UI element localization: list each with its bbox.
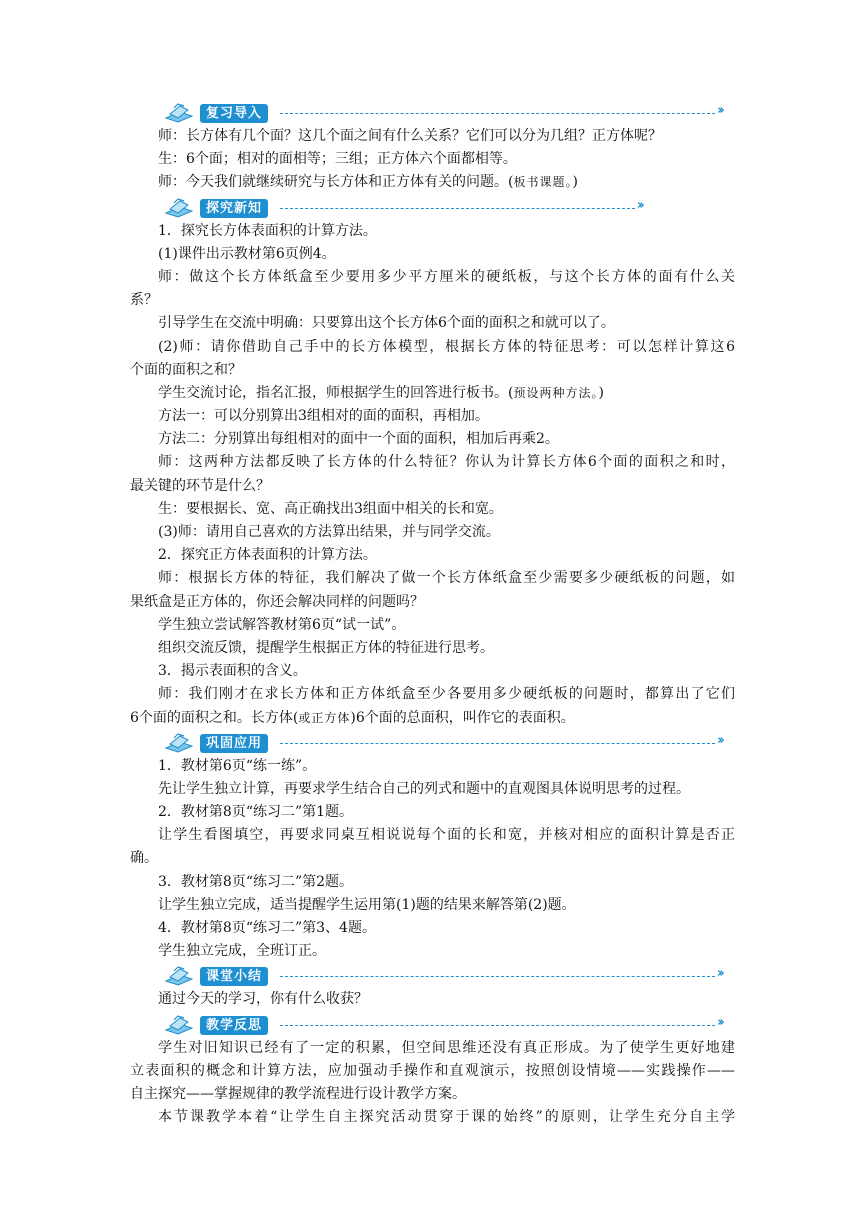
section-title: 探究新知 [200,199,268,218]
line-text: 自主探究——掌握规律的教学流程进行设计教学方案。 [130,1085,466,1102]
line-text: 生：6个面；相对的面相等；三组；正方体六个面都相等。 [158,151,517,168]
line-text: 2．教材第8页“练习二”第1题。 [158,804,354,821]
annotation-note: 或正方体 [298,710,351,725]
line-text: 3．揭示表面积的含义。 [158,663,307,680]
text-line [130,220,735,243]
text-line [130,755,735,778]
text-line [130,614,735,637]
text-line [130,405,735,428]
section-divider [280,1025,715,1026]
text-line [130,824,735,847]
text-line [130,707,735,730]
text-line [130,847,735,870]
text-line [130,171,735,194]
line-text: 4．教材第8页“练习二”第3、4题。 [158,920,376,936]
line-text: 学生对旧知识已经有了一定的积累，但空间思维还没有真正形成。为了使学生更好地建 [158,1039,735,1056]
line-text: 师：我们刚才在求长方体和正方体纸盒至少各要用多少硬纸板的问题时，都算出了它们 [158,686,735,703]
text-line [130,871,735,894]
text-line [130,521,735,544]
line-text: 立表面积的概念和计算方法，应加强动手操作和直观演示，按照创设情境——实践操作—— [130,1062,735,1079]
text-line [130,683,735,706]
section-header [130,730,735,755]
line-text: 学生交流讨论，指名汇报，师根据学生的回答进行板书。( [158,384,514,401]
line-text: 师：根据长方体的特征，我们解决了做一个长方体纸盒至少需要多少硬纸板的问题，如 [158,570,735,587]
text-line [130,148,735,171]
section-title: 课堂小结 [200,967,268,986]
section-header [130,195,735,220]
lesson-plan-content [130,100,735,1129]
double-chevron-right-icon: ›› [637,197,642,213]
line-text: 1．探究长方体表面积的计算方法。 [158,222,377,239]
line-text: 组织交流反馈，提醒学生根据正方体的特征进行思考。 [158,639,494,656]
text-line [130,1060,735,1083]
line-text-tail: ) [598,384,604,401]
reflection-book-icon [164,1014,194,1036]
line-text: (2)师：请你借助自己手中的长方体模型，根据长方体的特征思考：可以怎样计算这6 [158,338,735,355]
text-line [130,498,735,521]
text-line [130,1106,735,1129]
section-divider [280,208,635,209]
line-text: 3．教材第8页“练习二”第2题。 [158,873,354,890]
text-line [130,1083,735,1106]
line-text: 先让学生独立计算，再要求学生结合自己的列式和题中的直观图具体说明思考的过程。 [158,780,690,797]
line-text: 让学生独立完成，适当提醒学生运用第(1)题的结果来解答第(2)题。 [158,896,576,913]
practice-book-icon [164,732,194,754]
line-text: 方法二：分别算出每组相对的面中一个面的面积，相加后再乘2。 [158,431,559,448]
section-title: 教学反思 [200,1016,268,1035]
annotation-note: 预设两种方法。 [513,385,599,400]
line-text: 学生独立完成，全班订正。 [158,943,326,960]
text-line [130,637,735,660]
text-line [130,894,735,917]
line-text: 1．教材第6页“练一练”。 [158,757,317,774]
line-text: 2．探究正方体表面积的计算方法。 [158,547,377,564]
line-text: 让学生看图填空，再要求同桌互相说说每个面的长和宽，并核对相应的面积计算是否正 [158,827,735,844]
line-text: 本节课教学本着“让学生自主探究活动贯穿于课的始终”的原则，让学生充分自主学 [158,1109,735,1126]
line-text: 果纸盒是正方体的，你还会解决同样的问题吗？ [130,593,424,610]
section-title: 巩固应用 [200,734,268,753]
line-text: 师：今天我们就继续研究与长方体和正方体有关的问题。( [158,174,514,191]
summary-book-icon [164,965,194,987]
section-title: 复习导入 [200,104,268,123]
line-text: 学生独立尝试解答教材第6页“试一试”。 [158,616,406,633]
line-text: 生：要根据长、宽、高正确找出3组面中相关的长和宽。 [158,500,503,517]
section-divider [280,976,715,977]
text-line [130,940,735,963]
text-line [130,778,735,801]
text-line [130,917,735,940]
text-line [130,125,735,148]
section-header [130,1012,735,1037]
text-line [130,312,735,335]
text-line [130,289,735,312]
line-text-tail: )6个面的总面积，叫作它的表面积。 [350,709,575,726]
line-text: 通过今天的学习，你有什么收获？ [158,991,368,1008]
line-text: 师：长方体有几个面？这几个面之间有什么关系？它们可以分为几组？正方体呢？ [158,128,662,144]
text-line [130,988,735,1011]
line-text: 确。 [130,850,158,867]
text-line [130,451,735,474]
double-chevron-right-icon: ›› [717,732,722,748]
section-header [130,100,735,125]
line-text: (3)师：请用自己喜欢的方法算出结果，并与同学交流。 [158,524,500,540]
line-text: 师：这两种方法都反映了长方体的什么特征？你认为计算长方体6个面的面积之和时， [158,454,735,471]
text-line [130,359,735,382]
text-line [130,544,735,567]
line-text: 系？ [130,292,158,309]
annotation-note: 板书课题。 [513,175,573,190]
section-divider [280,743,715,744]
text-line [130,382,735,405]
line-text: 6个面的面积之和。长方体( [130,709,299,726]
line-text: 师：做这个长方体纸盒至少要用多少平方厘米的硬纸板，与这个长方体的面有什么关 [158,268,735,285]
text-line [130,475,735,498]
double-chevron-right-icon: ›› [717,966,722,982]
text-line [130,1037,735,1060]
review-book-icon [164,102,194,124]
section-header [130,963,735,988]
text-line [130,567,735,590]
text-line [130,660,735,683]
line-text: 个面的面积之和？ [130,361,242,378]
line-text: (1)课件出示教材第6页例4。 [158,245,336,262]
line-text: 引导学生在交流中明确：只要算出这个长方体6个面的面积之和就可以了。 [158,315,615,332]
text-line [130,243,735,266]
double-chevron-right-icon: ›› [717,103,722,118]
line-text-tail: ) [572,174,578,191]
text-line [130,336,735,359]
text-line [130,428,735,451]
line-text: 方法一：可以分别算出3组相对的面的面积，再相加。 [158,408,489,425]
text-line [130,266,735,289]
section-divider [280,113,715,114]
explore-book-icon [164,197,194,219]
line-text: 最关键的环节是什么？ [130,477,270,494]
text-line [130,591,735,614]
double-chevron-right-icon: ›› [717,1014,722,1030]
text-line [130,801,735,824]
